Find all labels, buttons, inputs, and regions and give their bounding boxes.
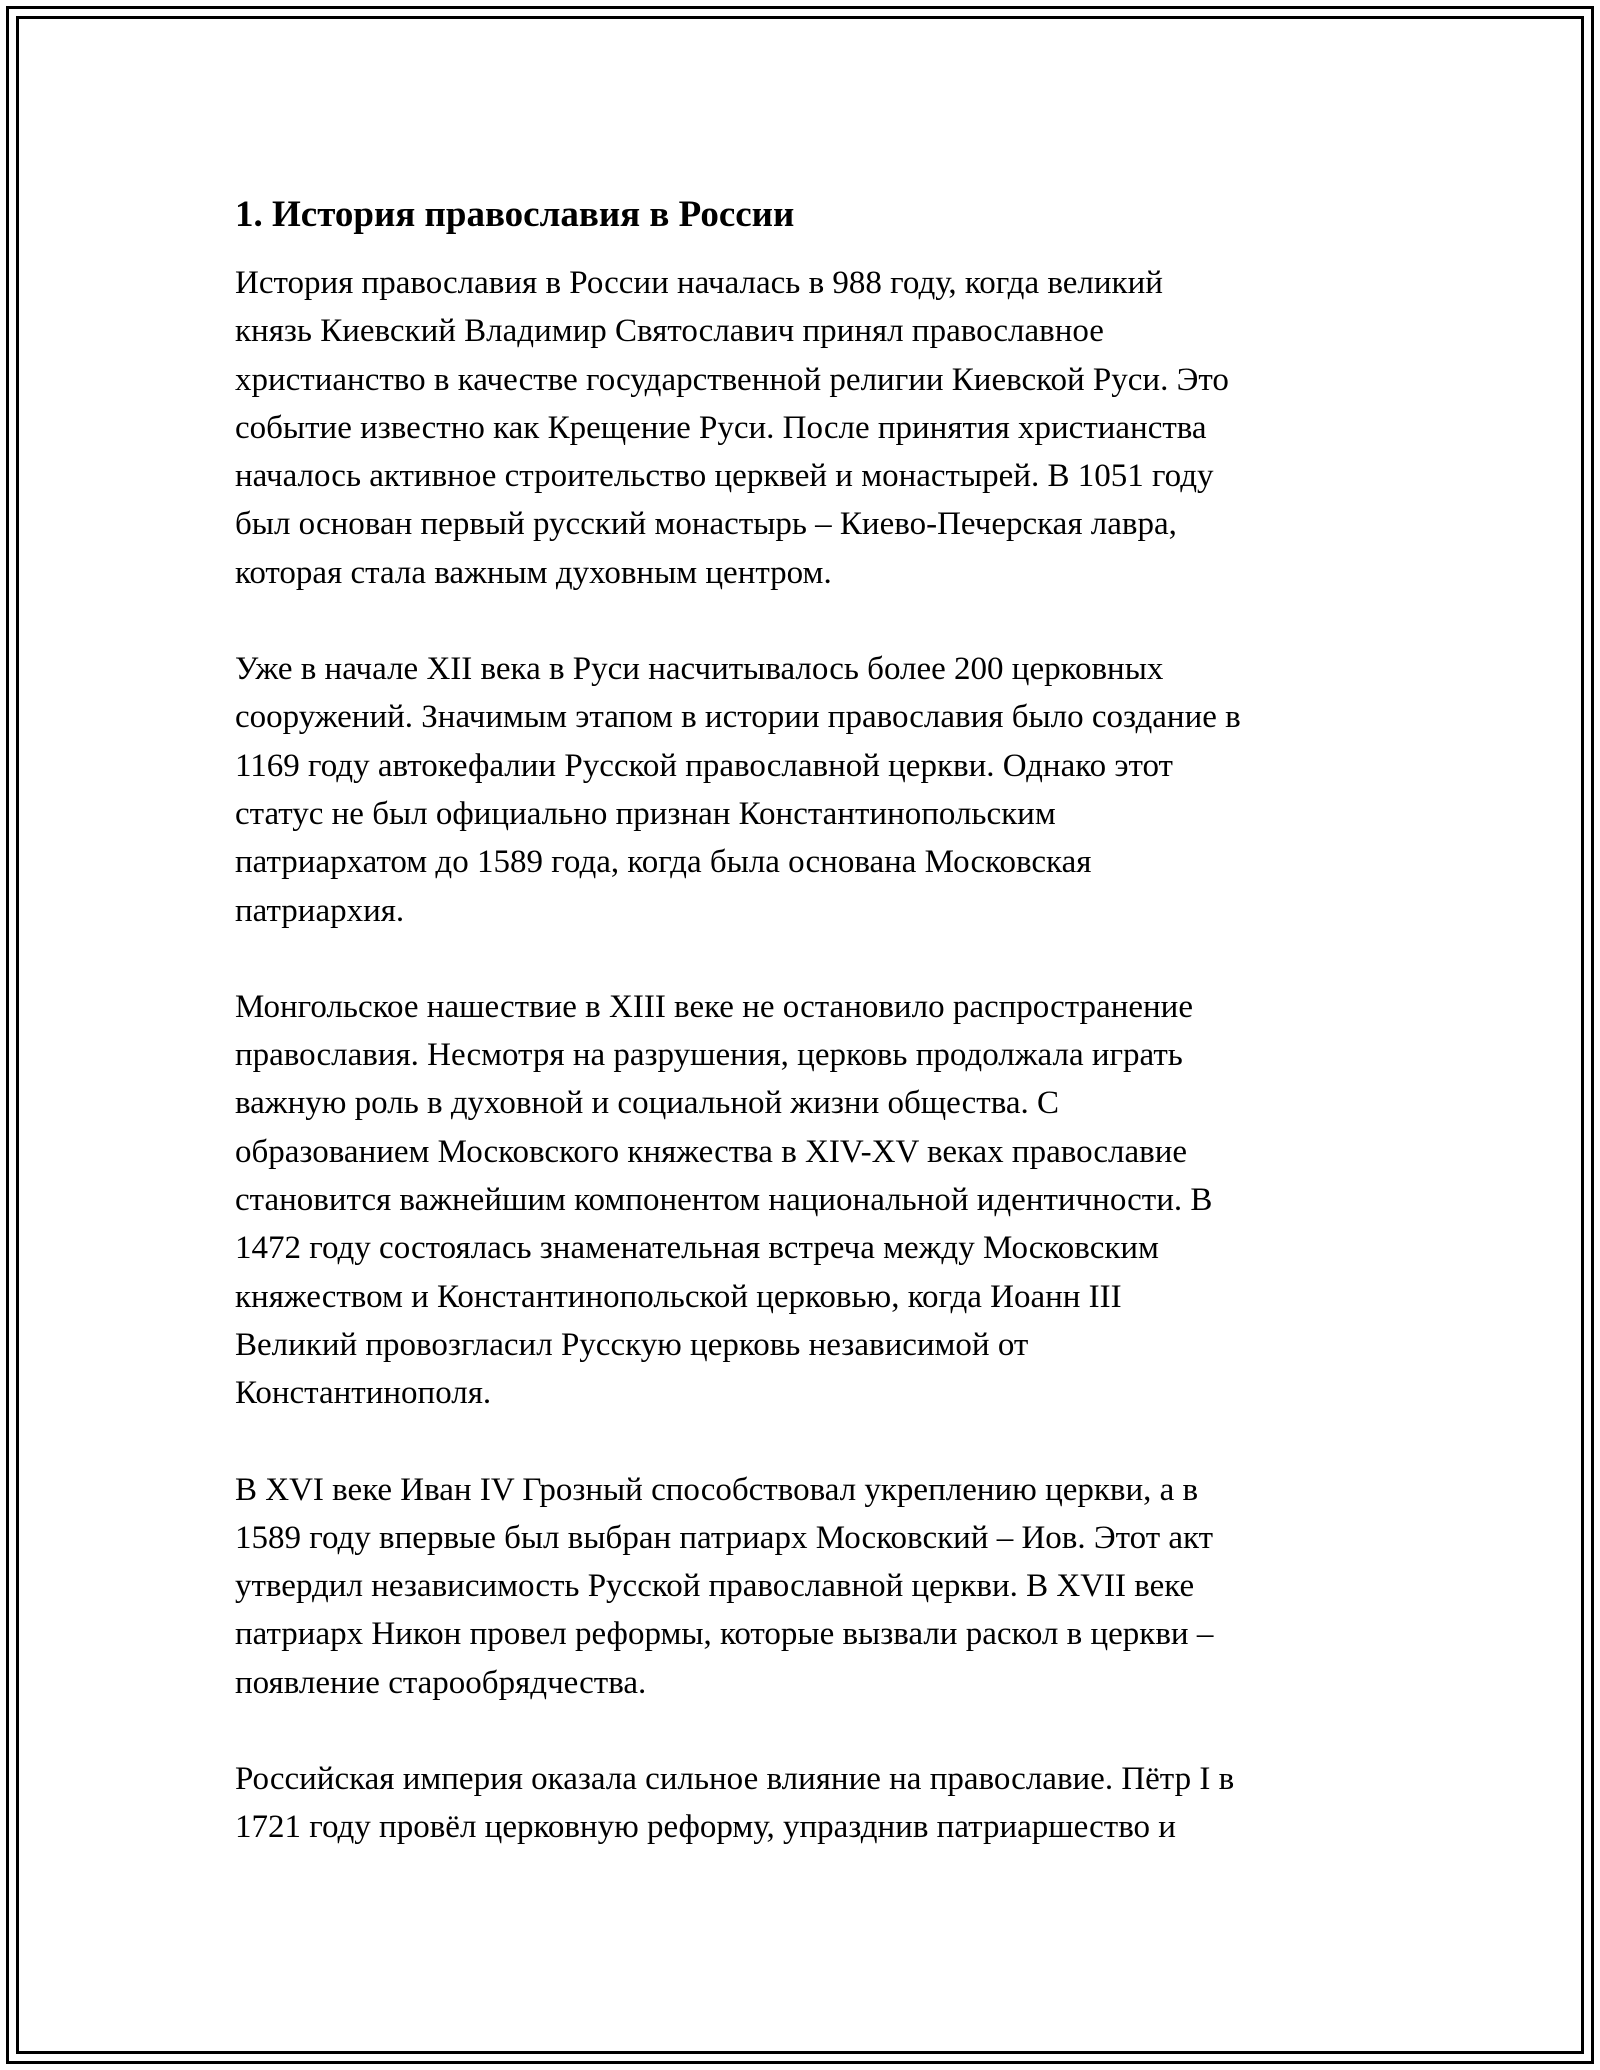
section-heading: 1. История православия в России bbox=[235, 194, 795, 235]
paragraph-5: Российская империя оказала сильное влияние на православие. Пётр I в 1721 году провёл церковную реформу, упразднив патриаршество и bbox=[235, 1761, 1235, 1846]
paragraph-1: История православия в России началась в 988 году, когда великий князь Киевский Владимир Святославич принял православное христианство в качестве государственной религии Киевской Руси. Это событие известно как Крещение Руси. После принятия христианства началось активное строительство церквей и монастырей. В 1051 году был основан первый русский монастырь – Киево-Печерская лавра, которая стала важным духовным центром. bbox=[235, 265, 1229, 591]
paragraph-2: Уже в начале XII века в Руси насчитывалось более 200 церковных сооружений. Значимым этапом в истории православия было создание в 1169 году автокефалии Русской православной церкви. Однако этот статус не был официально признан Константинопольским патриархатом до 1589 года, когда была основана Московская патриархия. bbox=[235, 651, 1241, 929]
paragraph-3: Монгольское нашествие в XIII веке не остановило распространение православия. Несмотря на разрушения, церковь продолжала играть важную роль в духовной и социальной жизни общества. С образованием Московского княжества в XIV-XV веках православие становится важнейшим компонентом национальной идентичности. В 1472 году состоялась знаменательная встреча между Московским княжеством и Константинопольской церковью, когда Иоанн III Великий провозгласил Русскую церковь независимой от Константинополя. bbox=[235, 988, 1213, 1412]
paragraph-4: В XVI веке Иван IV Грозный способствовал укреплению церкви, а в 1589 году впервые был выбран патриарх Московский – Иов. Этот акт утвердил независимость Русской православной церкви. В XVII веке патриарх Никон провел реформы, которые вызвали раскол в церкви – появление старообрядчества. bbox=[235, 1471, 1214, 1701]
document-page bbox=[235, 185, 1375, 1852]
